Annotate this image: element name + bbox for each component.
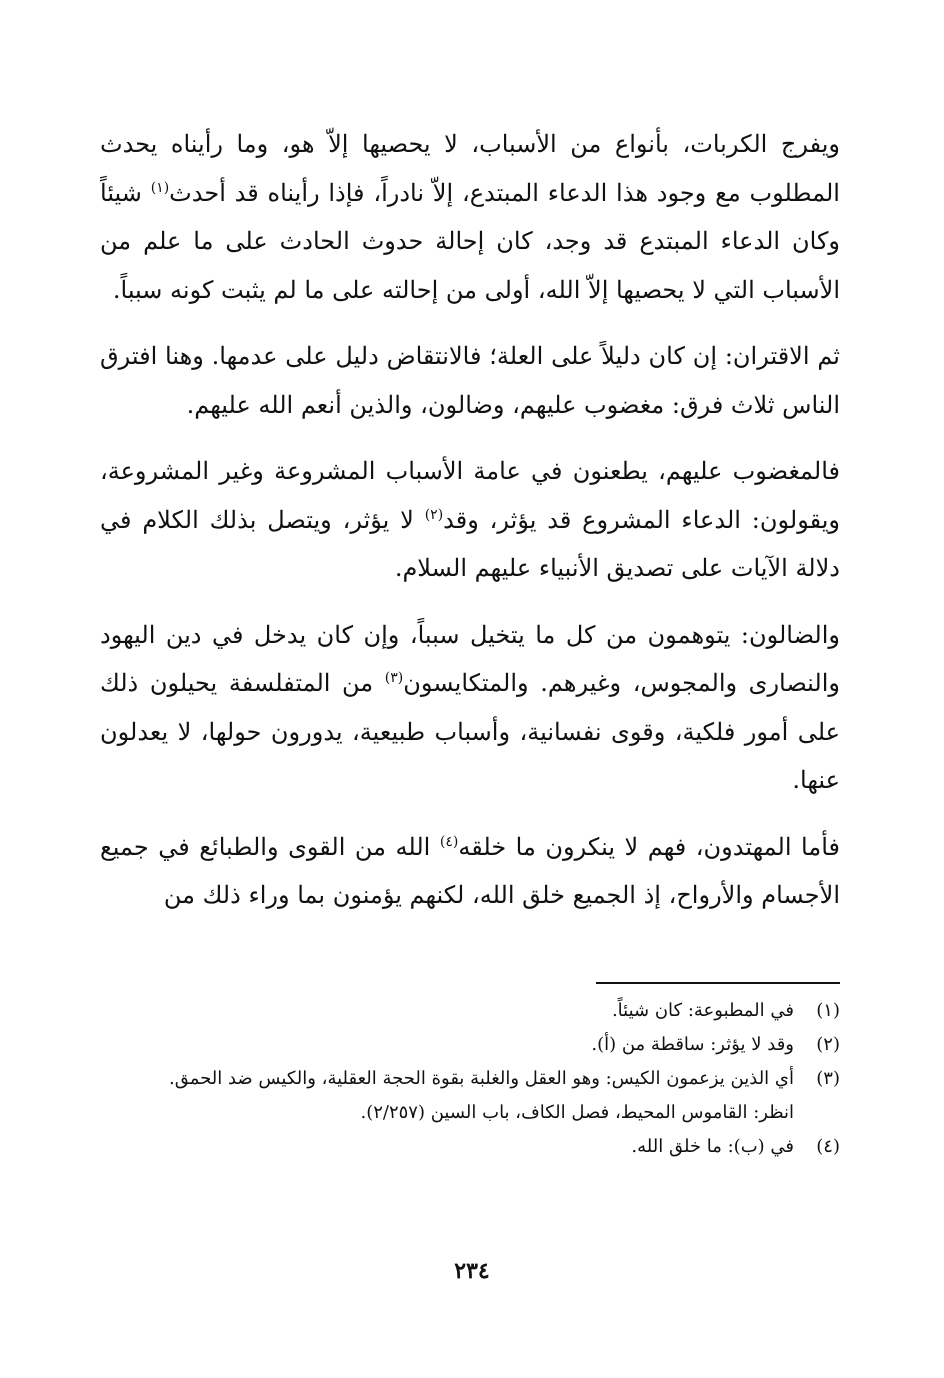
- footnote-text: في (ب): ما خلق الله.: [631, 1136, 794, 1157]
- paragraph-5: [100, 823, 840, 920]
- paragraph-1: [100, 120, 840, 314]
- paragraph-2: [100, 332, 840, 429]
- paragraph-text-continued: الله من القوى والطبائع في جميع الأجسام والأرواح، إذ الجميع خلق الله، لكنهم يؤمنون بما وراء ذلك من: [100, 832, 840, 909]
- paragraph-text-continued: من المتفلسفة يحيلون ذلك على أمور فلكية، وقوى نفسانية، وأسباب طبيعية، يدورون حولها، لا يعدلون عنها.: [100, 669, 840, 794]
- footnote-number: (١): [816, 1000, 840, 1021]
- footnote-number: (٤): [816, 1136, 840, 1157]
- paragraph-text: ويفرج الكربات، بأنواع من الأسباب، لا يحصيها إلاّ هو، وما رأيناه يحدث المطلوب مع وجود هذا الدعاء المبتدع، إلاّ نادراً، فإذا رأيناه قد أحدث: [100, 130, 840, 207]
- footnote-text: في المطبوعة: كان شيئاً.: [611, 1000, 794, 1021]
- footnote-4: [100, 1130, 840, 1164]
- footnote-ref-1[interactable]: (١): [150, 179, 170, 196]
- footnote-ref-2[interactable]: (٢): [424, 506, 444, 523]
- paragraph-text: فالمغضوب عليهم، يطعنون في عامة الأسباب المشروعة وغير المشروعة، ويقولون: الدعاء المشروع قد يؤثر، وقد: [100, 457, 841, 534]
- footnote-separator: [596, 982, 840, 984]
- paragraph-text: ثم الاقتران: إن كان دليلاً على العلة؛ فالانتقاض دليل على عدمها. وهنا افترق الناس ثلاث فرق: مغضوب عليهم، وضالون، والذين أنعم الله عليهم.: [100, 342, 840, 419]
- footnotes: [100, 994, 840, 1164]
- paragraph-text: فأما المهتدون، فهم لا ينكرون ما خلقه: [458, 832, 841, 861]
- footnote-number: (٢): [816, 1034, 840, 1055]
- main-text: [100, 120, 840, 920]
- paragraph-text: والضالون: يتوهمون من كل ما يتخيل سبباً، وإن كان يدخل في دين اليهود والنصارى والمجوس، وغيرهم. والمتكايسون: [100, 620, 840, 697]
- paragraph-3: [100, 447, 840, 593]
- footnote-ref-4[interactable]: (٤): [439, 833, 459, 850]
- footnote-number: (٣): [816, 1068, 840, 1089]
- footnote-1: [100, 994, 840, 1028]
- footnote-2: [100, 1028, 840, 1062]
- paragraph-text-continued: لا يؤثر، ويتصل بذلك الكلام في دلالة الآيات على تصديق الأنبياء عليهم السلام.: [100, 505, 840, 582]
- footnote-3: [100, 1062, 840, 1096]
- paragraph-4: [100, 611, 840, 805]
- footnote-text: أي الذين يزعمون الكيس: وهو العقل والغلبة بقوة الحجة العقلية، والكيس ضد الحمق.: [169, 1068, 794, 1089]
- footnote-3-reference: انظر: القاموس المحيط، فصل الكاف، باب السين (٢/٢٥٧).: [360, 1102, 794, 1123]
- page-number: ٢٣٤: [454, 1258, 490, 1284]
- footnote-text: وقد لا يؤثر: ساقطة من (أ).: [591, 1034, 794, 1055]
- footnote-ref-3[interactable]: (٣): [384, 670, 404, 686]
- paragraph-text-continued: شيئاً وكان الدعاء المبتدع قد وجد، كان إحالة حدوث الحادث على ما علم من الأسباب التي لا يحصيها إلاّ الله، أولى من إحالته على ما لم يثبت كونه سبباً.: [100, 178, 840, 304]
